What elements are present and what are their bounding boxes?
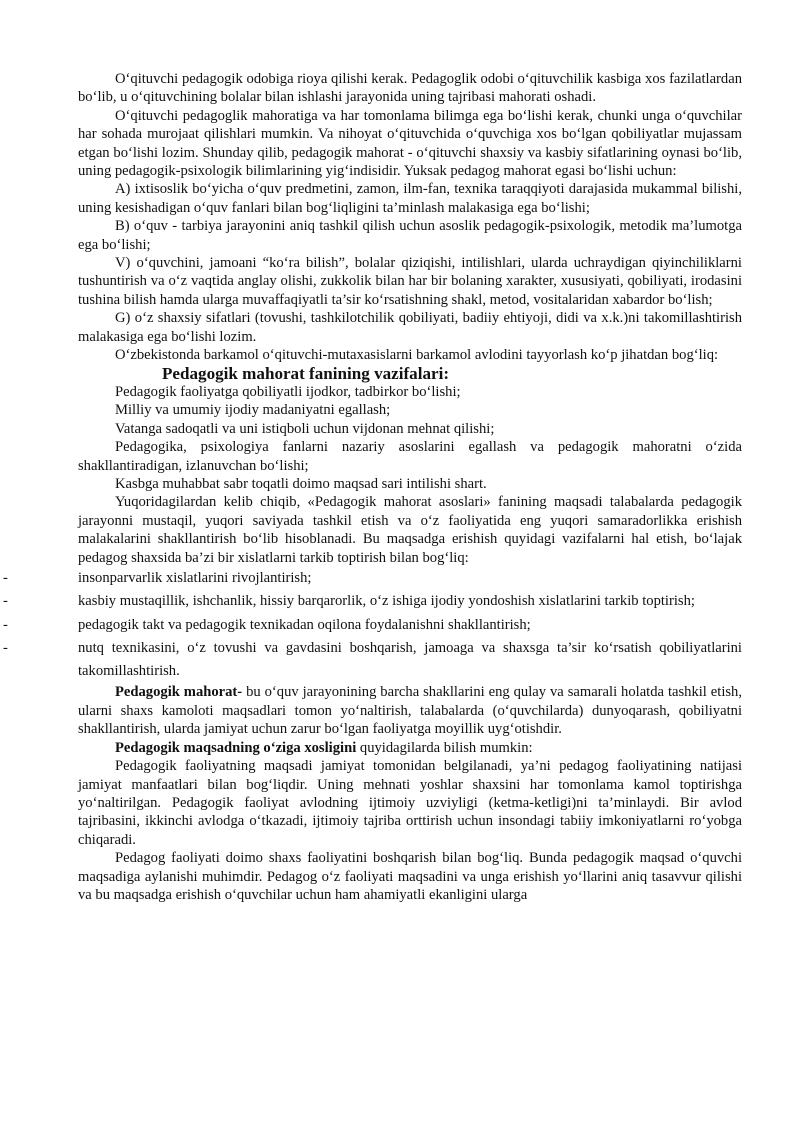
task-item: Milliy va umumiy ijodiy madaniyatni egallash; [115,402,391,419]
specifics-paragraph [78,739,742,757]
bullet-text: kasbiy mustaqillik, ishchanlik, hissiy barqarorlik, o‘z ishiga ijodiy yondoshish xislatlarini tarkib toptirish; [78,593,695,610]
bullet-text: insonparvarlik xislatlarini rivojlantirish; [78,569,312,586]
bullet-text: nutq texnikasini, o‘z tovushi va gavdasini boshqarish, jamoaga va shaxsga ta’sir ko‘rsatish qobiliyatlarini takomillashtirish. [78,640,742,679]
paragraph: Yuqoridagilardan kelib chiqib, «Pedagogik mahorat asoslari» fanining maqsadi talabalarda pedagogik jarayonni mustaqil, yuqori saviyada tashkil etish va o‘z faoliyatida eng yuqori samaradorlikka erishish malakalarini shakllantirish bo‘lib hisoblanadi. Bu maqsadga erishish quyidagi vazifalarni hal etish, bo‘lajak pedagog shaxsida ba’zi bir xislatlarni tarkib toptirish bilan bog‘liq: [78,494,742,566]
dash-marker: - [3,640,8,657]
paragraph: Pedagogik faoliyatning maqsadi jamiyat tomonidan belgilanadi, ya’ni pedagog faoliyatining natijasi jamiyat manfaatlari bilan bog‘liqdir. Uning mehnati yoshlar shaxsini har tomonlama kamol toptirishga yo‘naltirilgan. Pedagogik faoliyat avlodning ijtimoiy uzviyligi (ketma-ketligi)ni ta’minlaydi. Bir avlod tajribasini, ikkinchi avlodga o‘tkazadi, ijtimoiy tajriba orttirish uchun insondagi tabiiy imkoniyatlarni ro‘yobga chiqaradi. [78,758,742,848]
paragraph: O‘qituvchi pedagogik odobiga rioya qilishi kerak. Pedagoglik odobi o‘qituvchilik kasbiga xos fazilatlardan bo‘lib, u o‘qituvchining bolalar bilan ishlashi jarayonida uning tajribasi mahorati oshadi. [78,71,742,106]
paragraph: Pedagog faoliyati doimo shaxs faoliyatini boshqarish bilan bog‘liq. Bunda pedagogik maqsad o‘quvchi maqsadiga aylanishi muhimdir. Pedagog o‘z faoliyati maqsadini va unga erishish yo‘llarini aniq tasavvur qilishi va bu maqsadga erishish o‘quvchilar uchun ham ahamiyatli ekanligini ularga [78,850,742,903]
paragraph: B) o‘quv - tarbiya jarayonini aniq tashkil qilish uchun asoslik pedagogik-psixologik, metodik ma’lumotga ega bo‘lishi; [78,218,742,253]
specifics-term: Pedagogik maqsadning o‘ziga xosligini [115,739,357,756]
dash-marker: - [3,616,8,633]
definition-text: bu o‘quv jarayonining barcha shakllarini eng qulay va samarali holatda tashkil etish, ularni shaxs kamoloti maqsadlari tomon yo‘naltirish, talabalarda (o‘quvchilarda) dunyoqarash, qobiliyatni shakllantirish, ularda jamiyat uchun zarur bo‘lgan faoliyatga moyillik uyg‘otishdir. [78,684,742,738]
tasks-section [78,383,742,567]
paragraph: V) o‘quvchini, jamoani “ko‘ra bilish”, bolalar qiziqishi, intilishlari, ularda uchraydigan qiyinchiliklarni tushuntirish va o‘z vaqtida anglay olishi, zukkolik bilan har bir bolaning xarakter, xususiyati, qobiliyati, irodasini tushina bilish hamda ularga muvaffaqiyatli ta’sir ko‘rsatishning shakl, metod, vositalaridan xabardor bo‘lish; [78,255,742,308]
specifics-text: quyidagilarda bilish mumkin: [356,739,533,756]
definition-term: Pedagogik mahorat- [115,684,243,701]
bullet-text: pedagogik takt va pedagogik texnikadan oqilona foydalanishni shakllantirish; [78,616,531,633]
dash-marker: - [3,569,8,586]
bullet-list [3,567,742,683]
bullet-item [3,614,742,637]
paragraph: O‘qituvchi pedagoglik mahoratiga va har tomonlama bilimga ega bo‘lishi kerak, chunki unga o‘quvchilar har sohada murojaat qilishlari mumkin. Va nihoyat o‘qituvchida o‘quvchiga xos bo‘lgan qobiliyatlar mujassam etgan bo‘lishi lozim. Shunday qilib, pedagogik mahorat - o‘qituvchi shaxsiy va kasbiy sifatlarining oynasi bo‘lib, uning pedagogik-psixologik bilimlarining yig‘indisidir. Yuksak pedagog mahorat egasi bo‘lishi uchun: [78,107,742,180]
section-heading: Pedagogik mahorat fanining vazifalari: [162,363,450,383]
bullet-item [3,637,742,682]
dash-marker: - [3,593,8,610]
task-item: Pedagogika, psixologiya fanlarni nazariy asoslarini egallash va pedagogik mahoratni o‘zida shakllantiradigan, izlanuvchan bo‘lishi; [78,439,742,474]
paragraph: O‘zbekistonda barkamol o‘qituvchi-mutaxasislarni barkamol avlodini tayyorlash ko‘p jihatdan bog‘liq: [115,347,719,364]
bullet-item [3,567,742,590]
definition-paragraph [78,683,742,738]
definition-section [78,683,742,904]
bullet-item [3,590,742,613]
paragraph: A) ixtisoslik bo‘yicha o‘quv predmetini, zamon, ilm-fan, texnika taraqqiyoti darajasida mukammal bilishi, uning kesishadigan o‘quv fanlari bilan bog‘liqligini ta’minlash malakasiga ega bo‘lishi; [78,181,742,216]
intro-section [78,70,742,365]
task-item: Vatanga sadoqatli va uni istiqboli uchun vijdonan mehnat qilishi; [115,420,495,437]
task-item: Kasbga muhabbat sabr toqatli doimo maqsad sari intilishi shart. [115,475,487,492]
task-item: Pedagogik faoliyatga qobiliyatli ijodkor, tadbirkor bo‘lishi; [115,383,461,400]
paragraph: G) o‘z shaxsiy sifatlari (tovushi, tashkilotchilik qobiliyati, badiiy ehtiyoji, didi va x.k.)ni takomillashtirish malakasiga ega bo‘lishi lozim. [78,310,742,345]
